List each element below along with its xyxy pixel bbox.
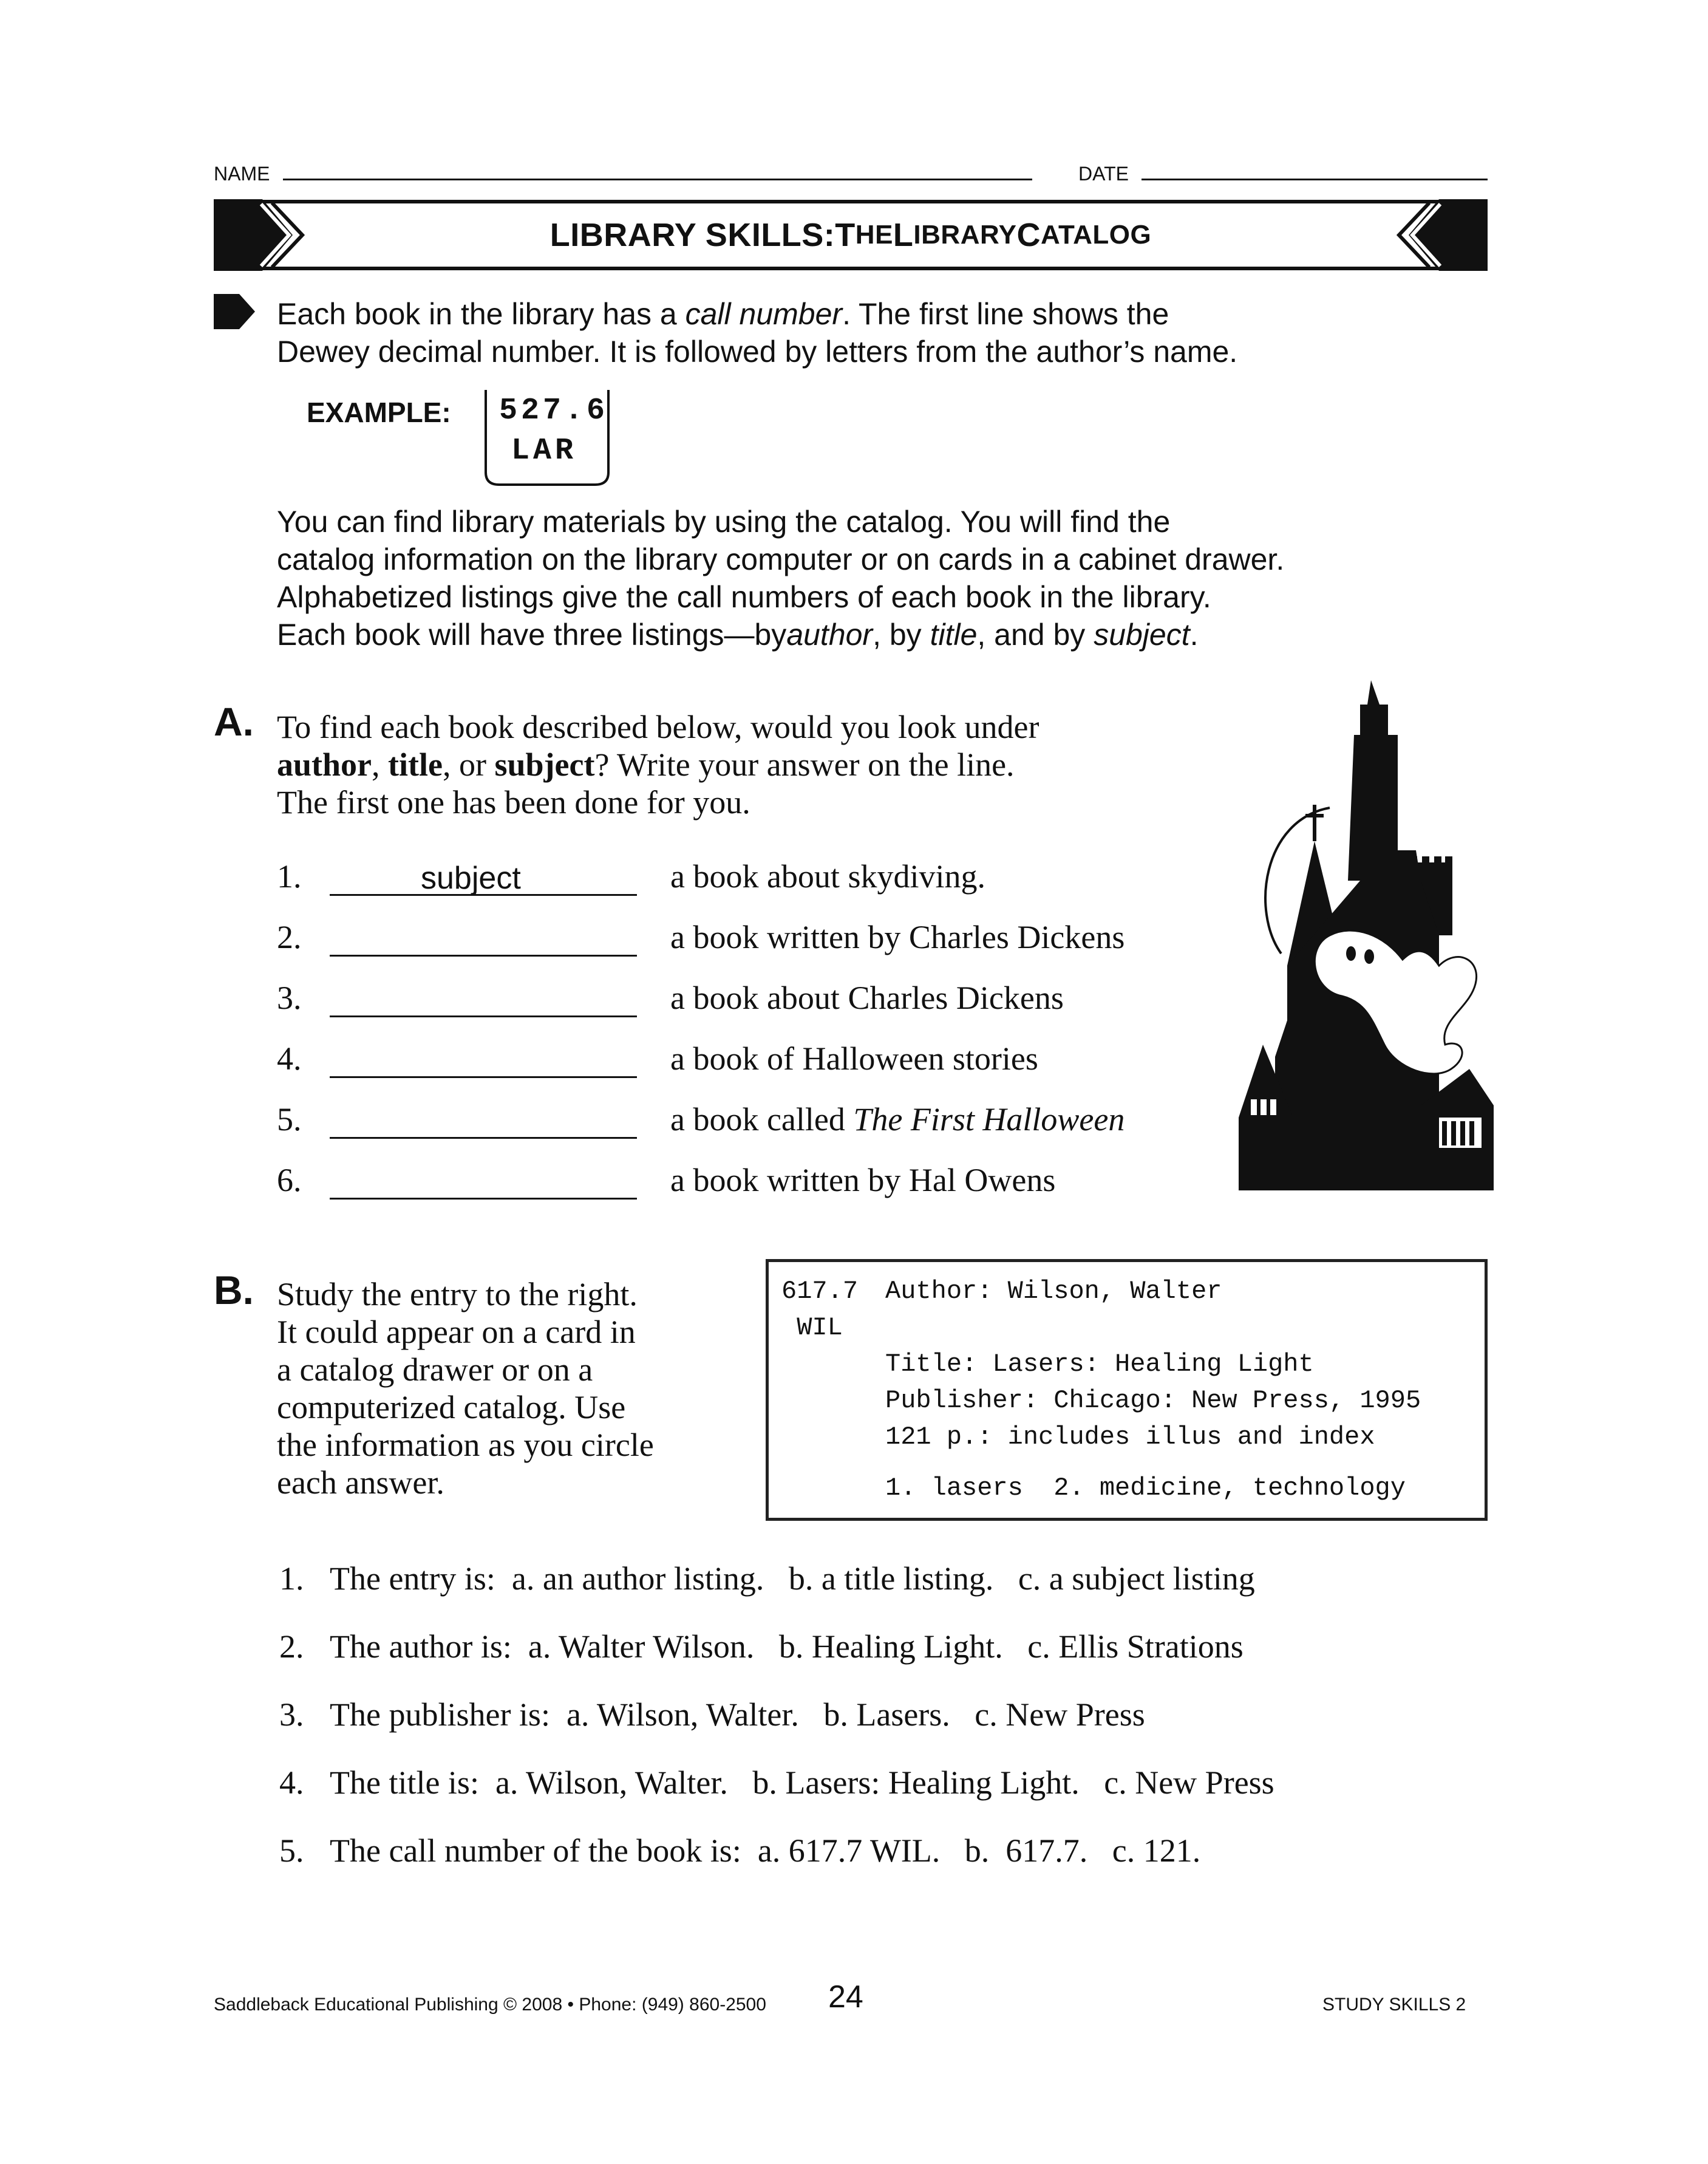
mc-question[interactable]: The title is: a. Wilson, Walter. b. Lasers: Healing Light. c. New Press (330, 1764, 1274, 1801)
section-a-instr-line-2: author, title, or subject? Write your answer on the line. (277, 746, 1015, 783)
section-b-letter: B. (214, 1268, 254, 1312)
answer-text: subject (421, 861, 521, 896)
question-number: 2. (277, 919, 302, 955)
mc-number: 2. (279, 1628, 304, 1665)
entry-author: Author: Wilson, Walter (885, 1277, 1222, 1306)
mc-number: 4. (279, 1764, 304, 1801)
question-desc: a book about skydiving. (670, 858, 985, 895)
question-number: 5. (277, 1101, 302, 1138)
page-title: LIBRARY SKILLS: T HE L IBRARY C ATALOG (549, 217, 1152, 253)
question-desc: a book written by Charles Dickens (670, 919, 1125, 955)
answer-line[interactable] (330, 1137, 637, 1139)
question-number: 1. (277, 858, 302, 895)
answer-line[interactable] (330, 1015, 637, 1017)
section-a-instr-line-3: The first one has been done for you. (277, 784, 750, 821)
footer-publisher: Saddleback Educational Publishing © 2008 • Phone: (949) 860-2500 (214, 1995, 766, 2015)
mc-number: 5. (279, 1832, 304, 1869)
arrow-bullet-icon (214, 294, 255, 329)
question-desc: a book of Halloween stories (670, 1040, 1038, 1077)
question-desc: a book about Charles Dickens (670, 980, 1064, 1016)
question-number: 4. (277, 1040, 302, 1077)
name-label: NAME (214, 163, 270, 185)
intro-para-line-4: Each book will have three listings—byauthor, by title, and by subject. (277, 618, 1199, 652)
section-b-instr-line: each answer. (277, 1464, 444, 1501)
intro-line-1: Each book in the library has a call number. The first line shows the (277, 297, 1169, 331)
question-number: 3. (277, 980, 302, 1016)
section-b-instr-line: It could appear on a card in (277, 1314, 636, 1350)
section-a-instr-line-1: To find each book described below, would you look under (277, 709, 1039, 745)
mc-number: 3. (279, 1696, 304, 1733)
question-desc: a book called The First Halloween (670, 1101, 1125, 1138)
answer-line[interactable] (330, 1198, 637, 1200)
intro-para-line-2: catalog information on the library computer or on cards in a cabinet drawer. (277, 542, 1285, 576)
answer-line[interactable] (330, 955, 637, 957)
haunted-castle-ghost-illustration (1239, 680, 1500, 1190)
section-b-instr-line: a catalog drawer or on a (277, 1351, 593, 1388)
mc-number: 1. (279, 1560, 304, 1597)
example-call-line-1: 527.6 (499, 394, 609, 428)
example-label: EXAMPLE: (307, 397, 451, 428)
mc-question[interactable]: The entry is: a. an author listing. b. a title listing. c. a subject listing (330, 1560, 1255, 1597)
intro-line-2: Dewey decimal number. It is followed by letters from the author’s name. (277, 335, 1238, 369)
section-b-instr-line: Study the entry to the right. (277, 1276, 638, 1312)
entry-publisher: Publisher: Chicago: New Press, 1995 (885, 1386, 1421, 1415)
name-line[interactable] (283, 179, 1032, 180)
catalog-entry-card (766, 1259, 1488, 1521)
entry-call-number-1: 617.7 (781, 1277, 859, 1306)
section-b-instr-line: computerized catalog. Use (277, 1389, 626, 1425)
question-number: 6. (277, 1162, 302, 1198)
date-line[interactable] (1142, 179, 1488, 180)
mc-question[interactable]: The publisher is: a. Wilson, Walter. b. Lasers. c. New Press (330, 1696, 1145, 1733)
entry-subjects: 1. lasers 2. medicine, technology (885, 1473, 1406, 1503)
mc-question[interactable]: The call number of the book is: a. 617.7 WIL. b. 617.7. c. 121. (330, 1832, 1201, 1869)
date-label: DATE (1078, 163, 1129, 185)
footer-series: STUDY SKILLS 2 (1322, 1995, 1466, 2015)
section-a-letter: A. (214, 699, 254, 744)
question-desc: a book written by Hal Owens (670, 1162, 1056, 1198)
intro-para-line-1: You can find library materials by using the catalog. You will find the (277, 505, 1171, 539)
answer-line[interactable] (330, 1076, 637, 1078)
entry-call-number-2: WIL (781, 1313, 843, 1342)
mc-question[interactable]: The author is: a. Walter Wilson. b. Healing Light. c. Ellis Strations (330, 1628, 1244, 1665)
entry-pages: 121 p.: includes illus and index (885, 1422, 1375, 1452)
title-banner (214, 199, 1488, 271)
intro-para-line-3: Alphabetized listings give the call numbers of each book in the library. (277, 580, 1211, 614)
example-call-line-2: LAR (511, 434, 577, 468)
entry-title: Title: Lasers: Healing Light (885, 1350, 1314, 1379)
page-number: 24 (828, 1979, 863, 2015)
section-b-instr-line: the information as you circle (277, 1427, 654, 1463)
